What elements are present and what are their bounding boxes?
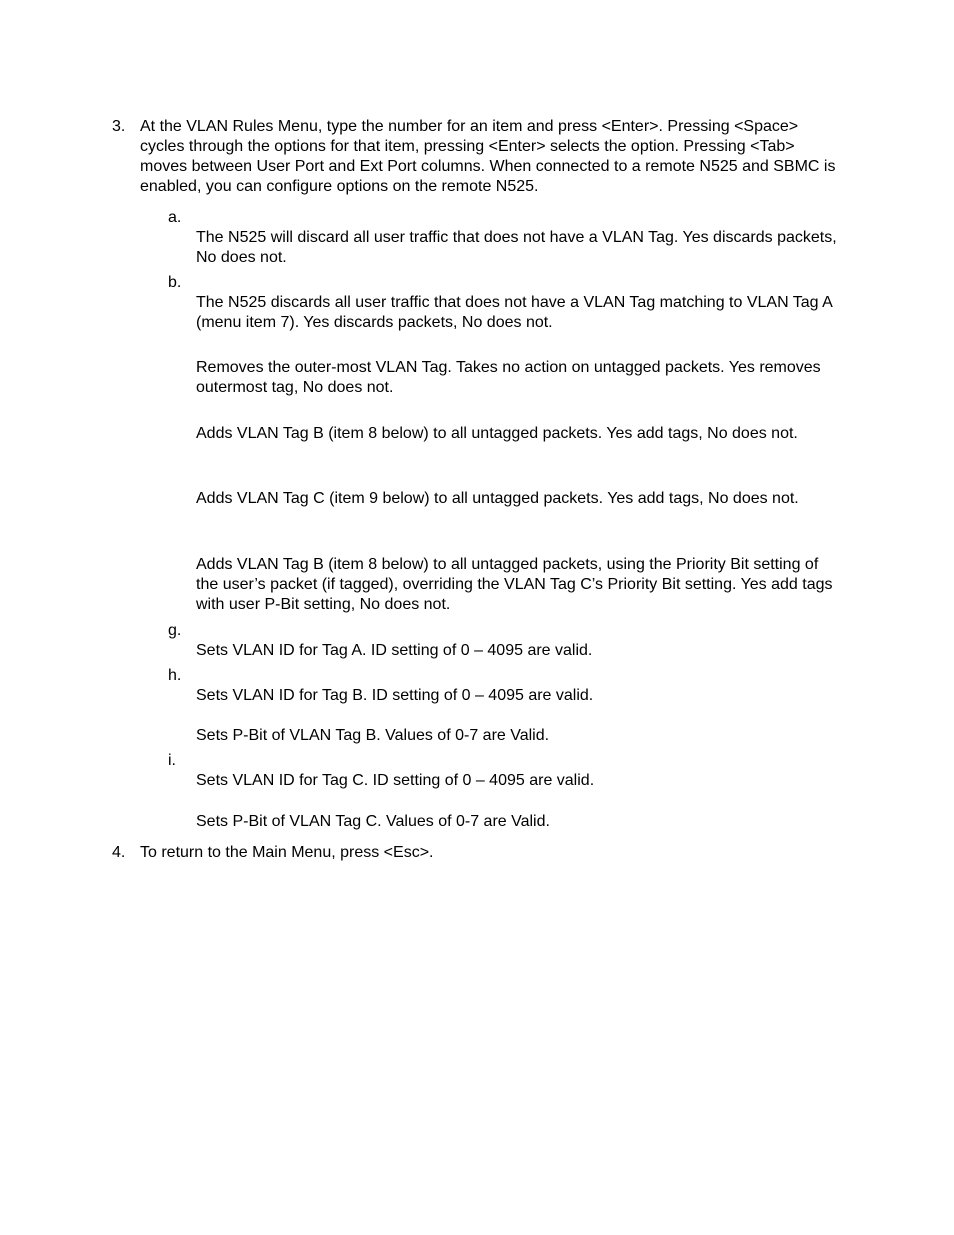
- sub-item-d-text: Adds VLAN Tag B (item 8 below) to all untagged packets. Yes add tags, No does not.: [196, 425, 798, 442]
- sub-item-c-text: Removes the outer-most VLAN Tag. Takes no action on untagged packets. Yes removes outermost tag, No does not.: [196, 359, 821, 396]
- sub-item-i: [168, 751, 848, 791]
- sub-item-h: [168, 666, 848, 706]
- sub-item-f-text: Adds VLAN Tag B (item 8 below) to all untagged packets, using the Priority Bit setting of the user’s packet (if tagged), overriding the VLAN Tag C’s Priority Bit setting. Yes add tags with user P-Bit setting, No does not.: [196, 556, 833, 613]
- step-number: 3.: [112, 118, 126, 135]
- sub-item-letter: g.: [168, 622, 182, 639]
- step-number: 4.: [112, 844, 126, 861]
- sub-item-letter: a.: [168, 209, 182, 226]
- step-4: [112, 843, 852, 863]
- sub-item-letter: b.: [168, 274, 182, 291]
- sub-item-i-pbit-text: Sets P-Bit of VLAN Tag C. Values of 0-7 are Valid.: [196, 813, 550, 830]
- sub-item-g: [168, 621, 848, 661]
- step-text: At the VLAN Rules Menu, type the number for an item and press <Enter>. Pressing <Space> cycles through the options for that item, pressing <Enter> selects the option. Pressing <Tab> moves between User Port and Ext Port columns. When connected to a remote N525 and SBMC is enabled, you can configure options on the remote N525.: [140, 118, 836, 195]
- sub-item-text: The N525 will discard all user traffic that does not have a VLAN Tag. Yes discards packets, No does not.: [196, 229, 837, 266]
- sub-item-e-text: Adds VLAN Tag C (item 9 below) to all untagged packets. Yes add tags, No does not.: [196, 490, 799, 507]
- sub-item-letter: h.: [168, 667, 182, 684]
- sub-item-text: Sets VLAN ID for Tag B. ID setting of 0 – 4095 are valid.: [196, 687, 594, 704]
- sub-item-text: Sets VLAN ID for Tag C. ID setting of 0 – 4095 are valid.: [196, 772, 595, 789]
- sub-item-h-pbit-text: Sets P-Bit of VLAN Tag B. Values of 0-7 are Valid.: [196, 727, 550, 744]
- sub-item-b: [168, 273, 848, 333]
- step-text: To return to the Main Menu, press <Esc>.: [140, 844, 434, 861]
- sub-item-a: [168, 208, 848, 268]
- sub-item-letter: i.: [168, 752, 176, 769]
- sub-item-text: The N525 discards all user traffic that does not have a VLAN Tag matching to VLAN Tag A (menu item 7). Yes discards packets, No does not.: [196, 294, 832, 331]
- step-3: [112, 117, 852, 197]
- sub-item-text: Sets VLAN ID for Tag A. ID setting of 0 – 4095 are valid.: [196, 642, 593, 659]
